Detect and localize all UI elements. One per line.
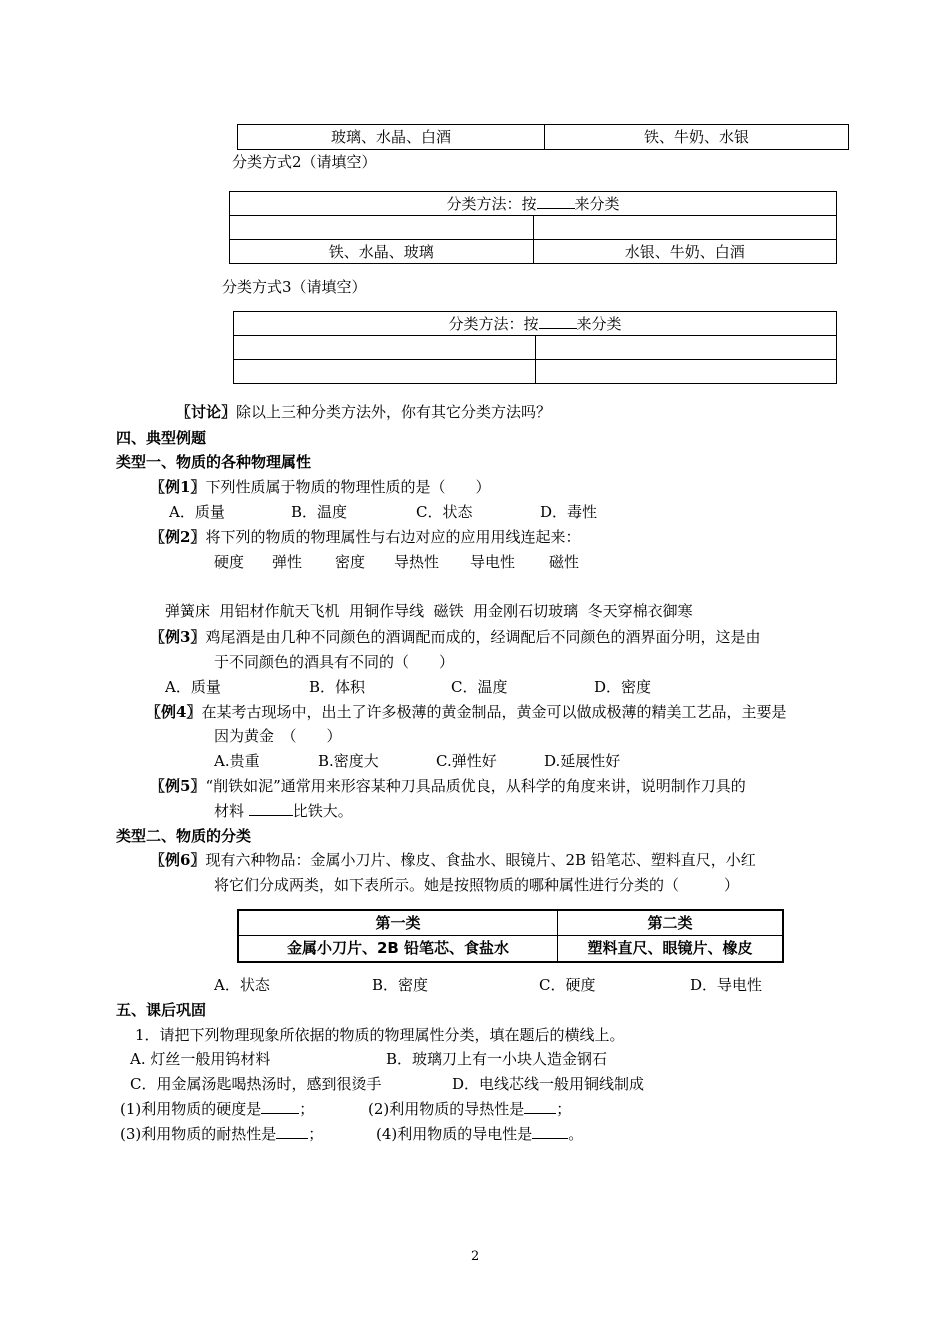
table3-row3-right[interactable]: [535, 360, 837, 384]
ex6-option-c[interactable]: C．硬度: [539, 976, 596, 994]
q1-fill-3-label: (3)利用物质的耐热性是: [120, 1125, 277, 1143]
table3-row3-left[interactable]: [234, 360, 536, 384]
ex3-option-d[interactable]: D．密度: [594, 678, 652, 696]
table2-header-suffix: 来分类: [574, 194, 620, 213]
ex4-option-d[interactable]: D.延展性好: [544, 752, 621, 770]
ex3-tag: 〖例3〗: [150, 628, 206, 646]
ex3-option-c[interactable]: C．温度: [451, 678, 508, 696]
q1-fill-3: [120, 1124, 323, 1144]
ex2-properties: [214, 552, 579, 572]
ex3-option-b[interactable]: B．体积: [309, 678, 366, 696]
ex6-line2: 将它们分成两类，如下表所示。她是按照物质的哪种属性进行分类的（ ）: [214, 876, 740, 894]
section5-title: 五、课后巩固: [116, 1001, 207, 1019]
ex2-property: 弹性: [272, 553, 303, 571]
table2-row2-left[interactable]: [230, 216, 534, 240]
ex6-cell-first: 金属小刀片、2B 铅笔芯、食盐水: [238, 935, 558, 962]
ex6-options: [214, 975, 762, 995]
ex1-option-a[interactable]: A．质量: [169, 503, 225, 521]
ex5-tag: 〖例5〗: [150, 777, 206, 795]
classification-table-1: [237, 124, 849, 150]
ex1-text: 下列性质属于物质的物理性质的是（ ）: [205, 478, 491, 496]
q1-option-c: C．用金属汤匙喝热汤时，感到很烫手: [130, 1075, 382, 1093]
ex6-option-d[interactable]: D．导电性: [690, 976, 763, 994]
ex2-property: 密度: [335, 553, 366, 571]
q1-fill-4: [376, 1124, 583, 1144]
q1-fill-4-blank[interactable]: [532, 1124, 568, 1139]
ex6-option-a[interactable]: A．状态: [214, 976, 270, 994]
ex6-line1: 现有六种物品：金属小刀片、橡皮、食盐水、眼镜片、2B 铅笔芯、塑料直尺，小红: [205, 851, 756, 869]
q1-fill-2-label: (2)利用物质的导热性是: [368, 1100, 525, 1118]
ex4-options: [214, 751, 620, 771]
ex5-blank[interactable]: [249, 801, 293, 816]
q1-fill-4-label: (4)利用物质的导电性是: [376, 1125, 533, 1143]
table3-blank[interactable]: [539, 314, 577, 329]
q1-fill-1-end: ；: [299, 1100, 315, 1118]
q1-text: 1．请把下列物理现象所依据的物质的物理属性分类，填在题后的横线上。: [135, 1026, 625, 1044]
q1-fill-1: [120, 1099, 314, 1119]
q1-fill-2-blank[interactable]: [524, 1099, 556, 1114]
page-number: 2: [471, 1249, 480, 1264]
section4-title: 四、典型例题: [116, 429, 207, 447]
table2-blank[interactable]: [537, 194, 575, 209]
ex4-line2: 因为黄金 （ ）: [214, 727, 342, 745]
ex1-question: [150, 477, 490, 497]
ex2-tag: 〖例2〗: [150, 528, 206, 546]
ex2-question: [150, 527, 580, 547]
table1-cell-right: 铁、牛奶、水银: [545, 125, 849, 150]
ex6-question: [150, 850, 756, 870]
ex2-property: 导热性: [394, 553, 440, 571]
q1-fill-4-end: 。: [568, 1125, 584, 1143]
ex2-property: 硬度: [214, 553, 245, 571]
table2-row2-right[interactable]: [533, 216, 837, 240]
table3-header: [234, 312, 837, 336]
ex6-header-second: 第二类: [558, 910, 784, 935]
table2-row3-left: 铁、水晶、玻璃: [230, 240, 534, 264]
ex2-property: 磁性: [549, 553, 580, 571]
q1-fill-2-end: ；: [556, 1100, 572, 1118]
table3-row2-right[interactable]: [535, 336, 837, 360]
table2-row3-right: 水银、牛奶、白酒: [533, 240, 837, 264]
q1-option-d: D．电线芯线一般用铜线制成: [452, 1075, 645, 1093]
ex1-tag: 〖例1〗: [150, 478, 206, 496]
table3-header-prefix: 分类方法：按: [448, 314, 539, 333]
method2-label: 分类方式2（请填空）: [232, 153, 377, 171]
ex6-header-first: 第一类: [238, 910, 558, 935]
ex2-text: 将下列的物质的物理属性与右边对应的应用用线连起来：: [205, 528, 581, 546]
ex5-question: [150, 776, 746, 796]
table3-row2-left[interactable]: [234, 336, 536, 360]
ex2-applications: 弹簧床 用铝材作航天飞机 用铜作导线 磁铁 用金刚石切玻璃 冬天穿棉衣御寒: [165, 602, 693, 620]
ex5-line2-suffix: 比铁大。: [292, 802, 353, 820]
ex4-tag: 〖例4〗: [146, 703, 202, 721]
ex3-line1: 鸡尾酒是由几种不同颜色的酒调配而成的，经调配后不同颜色的酒界面分明，这是由: [205, 628, 761, 646]
q1-fill-3-end: ；: [308, 1125, 324, 1143]
q1-fill-1-blank[interactable]: [261, 1099, 299, 1114]
ex1-option-b[interactable]: B．温度: [291, 503, 348, 521]
ex2-property: 导电性: [470, 553, 516, 571]
ex6-tag: 〖例6〗: [150, 851, 206, 869]
ex3-line2: 于不同颜色的酒具有不同的（ ）: [214, 653, 455, 671]
classification-table-2: [229, 191, 837, 264]
discussion-tag: 〖讨论〗: [176, 403, 237, 421]
discussion-text: 除以上三种分类方法外，你有其它分类方法吗？: [236, 403, 552, 421]
ex4-option-a[interactable]: A.贵重: [214, 752, 260, 770]
q1-fill-2: [368, 1099, 571, 1119]
q1-fill-1-label: (1)利用物质的硬度是: [120, 1100, 262, 1118]
ex4-option-b[interactable]: B.密度大: [318, 752, 379, 770]
ex4-question: [146, 702, 786, 722]
ex6-option-b[interactable]: B．密度: [372, 976, 429, 994]
discussion: [176, 402, 551, 422]
ex5-line2-prefix: 材料: [214, 802, 245, 820]
table1-cell-left: 玻璃、水晶、白酒: [238, 125, 545, 150]
table2-header-prefix: 分类方法：按: [446, 194, 537, 213]
ex4-line1: 在某考古现场中，出土了许多极薄的黄金制品，黄金可以做成极薄的精美工艺品，主要是: [201, 703, 787, 721]
q1-option-a: A. 灯丝一般用钨材料: [130, 1050, 271, 1068]
type1-title: 类型一、物质的各种物理属性: [116, 453, 312, 471]
ex6-classification-table: [237, 909, 784, 963]
q1-option-b: B．玻璃刀上有一小块人造金钢石: [386, 1050, 608, 1068]
ex4-option-c[interactable]: C.弹性好: [436, 752, 497, 770]
ex5-line1: “削铁如泥”通常用来形容某种刀具品质优良，从科学的角度来讲，说明制作刀具的: [205, 777, 746, 795]
classification-table-3: [233, 311, 837, 384]
ex3-question: [150, 627, 760, 647]
ex6-cell-second: 塑料直尺、眼镜片、橡皮: [558, 935, 784, 962]
q1-fill-3-blank[interactable]: [276, 1124, 308, 1139]
ex3-option-a[interactable]: A．质量: [165, 678, 221, 696]
ex5-line2: [214, 801, 353, 821]
ex1-option-c[interactable]: C．状态: [416, 503, 473, 521]
ex1-options: [169, 502, 597, 522]
type2-title: 类型二、物质的分类: [116, 827, 252, 845]
table2-header: [230, 192, 837, 216]
table3-header-suffix: 来分类: [576, 314, 622, 333]
ex1-option-d[interactable]: D．毒性: [540, 503, 598, 521]
ex3-options: [165, 677, 651, 697]
method3-label: 分类方式3（请填空）: [222, 278, 367, 296]
